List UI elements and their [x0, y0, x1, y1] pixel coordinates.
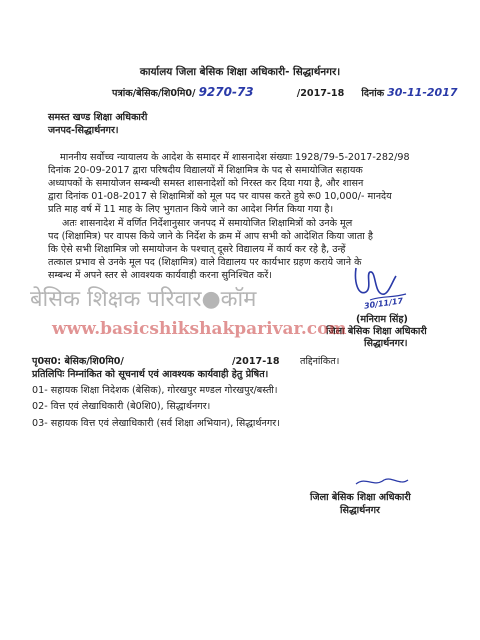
- signature-2-designation: जिला बेसिक शिक्षा अधिकारी: [310, 492, 411, 503]
- date-value: 30-11-2017: [387, 86, 458, 99]
- para2-line: कि ऐसे सभी शिक्षामित्र जो समायोजन के पश्चात् दूसरे विद्यालय में कार्य कर रहे है, उन्हें: [48, 244, 346, 255]
- copy-list-item: 03- सहायक वित्त एवं लेखाधिकारी (सर्व शिक्षा अभियान), सिद्धार्थनगर।: [32, 418, 280, 429]
- copy-ref-left: पृ0स0: बेसिक/शि0मि0/: [32, 356, 124, 367]
- para1-line: द्वारा दिनांक 01-08-2017 से शिक्षामित्रों को मूल पद पर वापस करते हुये रू0 10,000/- मानदेय: [48, 191, 392, 202]
- reference-line: [112, 86, 458, 100]
- recipient-line-1: समस्त खण्ड शिक्षा अधिकारी: [48, 112, 148, 123]
- office-title: कार्यालय जिला बेसिक शिक्षा अधिकारी- सिद्धार्थनगर।: [139, 66, 341, 78]
- para1-line: प्रति माह वर्ष में 11 माह के लिए भुगतान किये जाने का आदेश निर्गत किया गया है।: [48, 204, 334, 215]
- signature-1-name: (मनिराम सिंह): [356, 314, 408, 325]
- signature-1-designation: जिला बेसिक शिक्षा अधिकारी: [326, 326, 427, 337]
- para1-line: अध्यापकों के समायोजन सम्बन्धी समस्त शासनादेशों को निरस्त कर दिया गया है, और शासन: [48, 178, 364, 189]
- reference-number: 9270-73: [198, 85, 254, 99]
- watermark-hindi: बेसिक शिक्षक परिवार●कॉम: [30, 287, 257, 312]
- reference-prefix: पत्रांक/बेसिक/शि0मि0/: [112, 88, 196, 99]
- para2-line: तत्काल प्रभाव से उनके मूल पद (शिक्षामित्र) वाले विद्यालय पर कार्यभार ग्रहण कराये जाने के: [48, 257, 362, 268]
- signature-2-place: सिद्धार्थनगर: [340, 505, 380, 516]
- date-label: दिनांक: [361, 88, 385, 99]
- copy-list-item: 02- वित्त एवं लेखाधिकारी (बे0शि0), सिद्धार्थनगर।: [32, 401, 211, 412]
- para2-line: अतः शासनादेश में वर्णित निर्देशानुसार जनपद में समायोजित शिक्षामित्रों को उनके मूल: [62, 218, 353, 229]
- reference-year: /2017-18: [296, 88, 345, 99]
- para2-line: सम्बन्ध में अपने स्तर से आवश्यक कार्यवाही करना सुनिश्चित करें।: [48, 270, 272, 281]
- signature-1-date: 30/11/17: [363, 296, 404, 311]
- copy-intro: प्रतिलिपिः निम्नांकित को सूचनार्थ एवं आवश्यक कार्यवाही हेतु प्रेषित।: [32, 369, 269, 380]
- para1-line: माननीय सर्वोच्च न्यायालय के आदेश के समादर में शासनादेश संख्याः 1928/79-5-2017-282/98: [60, 152, 410, 163]
- copy-ref-right: तद्दिनांकित।: [300, 356, 340, 367]
- copy-list-item: 01- सहायक शिक्षा निदेशक (बेसिक), गोरखपुर मण्डल गोरखपुर/बस्ती।: [32, 385, 278, 396]
- para2-line: पद (शिक्षामित्र) पर वापस किये जाने के निर्देश के क्रम में आप सभी को आदेशित किया जाता है: [48, 231, 373, 242]
- watermark-url: www.basicshikshakparivar.com: [52, 319, 347, 339]
- signature-2-mark: [352, 472, 412, 492]
- signature-1-place: सिद्धार्थनगर।: [364, 338, 408, 349]
- para1-line: दिनांक 20-09-2017 द्वारा परिषदीय विद्यालयों में शिक्षामित्र के पद से समायोजित सहायक: [48, 165, 363, 176]
- copy-ref-mid: /2017-18: [232, 356, 280, 367]
- recipient-line-2: जनपद-सिद्धार्थनगर।: [48, 125, 119, 136]
